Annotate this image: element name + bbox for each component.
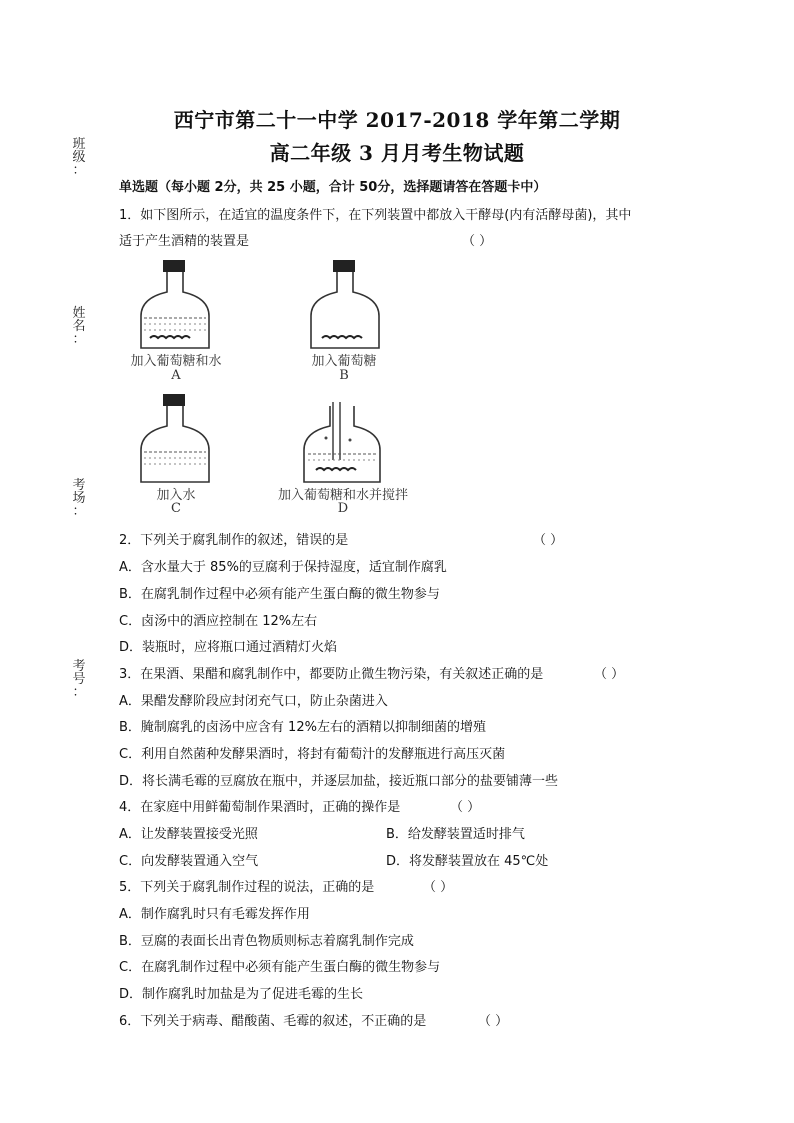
question-1-answer-parens: （ ） (462, 234, 493, 249)
question-2-answer-parens: （ ） (533, 533, 564, 548)
exam-title: 高二年级 3 月月考生物试题 (269, 141, 525, 165)
flask-c-caption: 加入水 (156, 488, 196, 503)
question-4-stem: 4．在家庭中用鲜葡萄制作果酒时，正确的操作是 (119, 800, 401, 815)
question-6-stem: 6．下列关于病毒、醋酸菌、毛霉的叙述，不正确的是 (119, 1014, 427, 1029)
name-label: 姓 名 ： (72, 306, 86, 347)
question-2-option-d: D．装瓶时，应将瓶口通过酒精灯火焰 (119, 640, 338, 655)
flask-b-letter: B (339, 368, 349, 383)
flask-d-caption: 加入葡萄糖和水并搅拌 (277, 488, 408, 503)
question-4-option-a: A．让发酵装置接受光照 (119, 827, 258, 842)
question-2-option-b: B．在腐乳制作过程中必须有能产生蛋白酶的微生物参与 (119, 587, 440, 602)
flask-a-figure (136, 258, 216, 350)
question-2-option-c: C．卤汤中的酒应控制在 12%左右 (119, 614, 318, 629)
flask-d-letter: D (337, 501, 349, 516)
flask-a-caption: 加入葡萄糖和水 (130, 354, 222, 369)
question-5-option-d: D．制作腐乳时加盐是为了促进毛霉的生长 (119, 987, 364, 1002)
flask-b-figure (304, 258, 384, 350)
question-5-option-b: B．豆腐的表面长出青色物质则标志着腐乳制作完成 (119, 934, 414, 949)
question-4-answer-parens: （ ） (450, 800, 481, 815)
room-label: 考 场 ： (72, 478, 86, 519)
flask-c-figure (136, 392, 216, 484)
question-5-option-c: C．在腐乳制作过程中必须有能产生蛋白酶的微生物参与 (119, 960, 441, 975)
question-4-option-c: C．向发酵装置通入空气 (119, 854, 259, 869)
flask-b-caption: 加入葡萄糖 (311, 354, 377, 369)
school-title: 西宁市第二十一中学 2017-2018 学年第二学期 (173, 108, 621, 132)
class-label: 班 级 ： (72, 137, 86, 178)
question-3-option-c: C．利用自然菌种发酵果酒时，将封有葡萄汁的发酵瓶进行高压灭菌 (119, 747, 506, 762)
question-1-stem-2: 适于产生酒精的装置是 (119, 234, 250, 249)
flask-d-figure (300, 400, 384, 484)
question-3-option-d: D．将长满毛霉的豆腐放在瓶中，并逐层加盐，接近瓶口部分的盐要铺薄一些 (119, 774, 559, 789)
flask-a-letter: A (171, 368, 181, 383)
question-3-stem: 3．在果酒、果醋和腐乳制作中，都要防止微生物污染，有关叙述正确的是 (119, 667, 544, 682)
question-3-option-a: A．果醋发酵阶段应封闭充气口，防止杂菌进入 (119, 694, 388, 709)
question-4-option-d: D．将发酵装置放在 45℃处 (386, 854, 549, 869)
question-5-answer-parens: （ ） (423, 880, 454, 895)
question-4-option-b: B．给发酵装置适时排气 (386, 827, 525, 842)
question-5-stem: 5．下列关于腐乳制作过程的说法，正确的是 (119, 880, 375, 895)
section-title: 单选题（每小题 2分，共 25 小题，合计 50分，选择题请答在答题卡中） (119, 180, 547, 195)
flask-c-letter: C (171, 501, 181, 516)
question-3-option-b: B．腌制腐乳的卤汤中应含有 12%左右的酒精以抑制细菌的增殖 (119, 720, 486, 735)
question-5-option-a: A．制作腐乳时只有毛霉发挥作用 (119, 907, 310, 922)
question-2-stem: 2．下列关于腐乳制作的叙述，错误的是 (119, 533, 349, 548)
question-2-option-a: A．含水量大于 85%的豆腐利于保持湿度，适宜制作腐乳 (119, 560, 447, 575)
question-3-answer-parens: （ ） (594, 667, 625, 682)
question-6-answer-parens: （ ） (478, 1014, 509, 1029)
question-1-stem: 1．如下图所示，在适宜的温度条件下，在下列装置中都放入干酵母(内有活酵母菌)，其中 (119, 208, 632, 223)
number-label: 考 号 ： (72, 659, 86, 700)
